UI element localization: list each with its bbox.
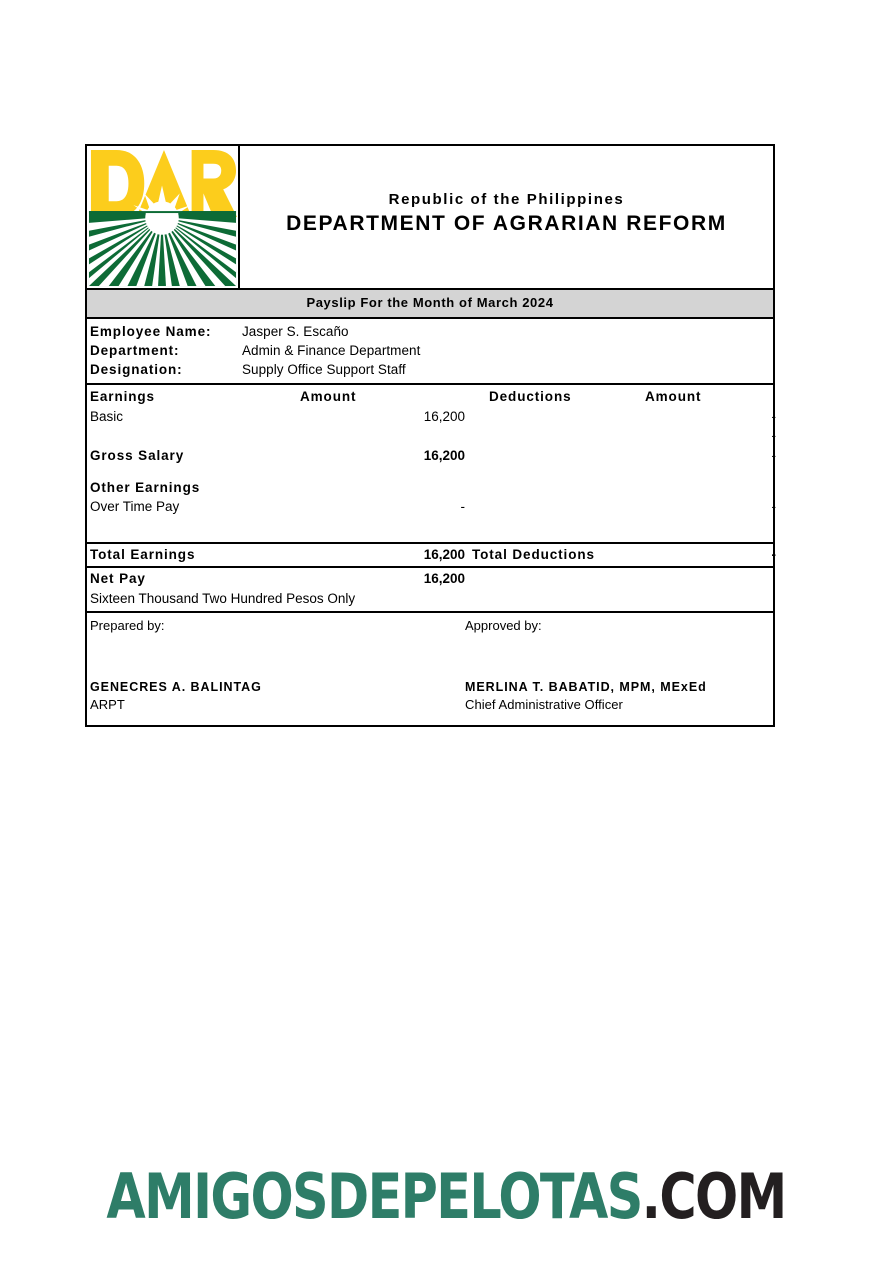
overtime-pay-label: Over Time Pay — [90, 499, 180, 515]
document-header — [87, 146, 773, 290]
designation-label: Designation: — [90, 362, 183, 378]
table-row — [90, 407, 776, 427]
total-earnings-label: Total Earnings — [90, 546, 196, 562]
total-deductions-label: Total Deductions — [472, 546, 595, 562]
department-value: Admin & Finance Department — [242, 343, 421, 359]
table-header-row — [90, 387, 773, 407]
earnings-amount-header: Amount — [300, 389, 357, 405]
table-row — [90, 497, 776, 517]
gross-salary-label: Gross Salary — [90, 448, 185, 464]
watermark-main-text: AMIGOSDEPELOTAS — [106, 1160, 642, 1233]
deductions-amount-header: Amount — [645, 389, 702, 405]
watermark-tld-text: .COM — [641, 1160, 786, 1233]
employee-name-row — [90, 322, 773, 341]
net-pay-value: 16,200 — [423, 571, 465, 587]
net-pay-section — [87, 568, 773, 613]
employee-name-label: Employee Name: — [90, 323, 212, 339]
site-watermark — [80, 1160, 811, 1233]
signature-title-row — [90, 696, 773, 715]
payslip-period-title: Payslip For the Month of March 2024 — [87, 290, 773, 319]
payslip-document — [85, 144, 775, 727]
header-title-cell — [240, 146, 773, 288]
dar-agency-logo-icon — [87, 146, 238, 288]
net-pay-label: Net Pay — [90, 571, 146, 587]
designation-value: Supply Office Support Staff — [242, 362, 406, 378]
overtime-pay-amount: - — [460, 499, 465, 515]
prepared-by-name: GENECRES A. BALINTAG — [90, 680, 262, 695]
designation-row — [90, 360, 773, 379]
logo-cell — [87, 146, 240, 288]
deduction-amount-4: - — [771, 499, 776, 515]
earnings-header: Earnings — [90, 389, 155, 405]
total-deductions-value: - — [771, 546, 776, 562]
signature-name-row — [90, 678, 773, 696]
total-earnings-value: 16,200 — [423, 546, 465, 562]
signature-space — [90, 636, 773, 678]
republic-line: Republic of the Philippines — [388, 190, 625, 208]
signature-section — [87, 613, 773, 725]
deduction-amount-1: - — [771, 408, 776, 424]
basic-label: Basic — [90, 408, 124, 424]
gross-salary-row — [90, 446, 776, 466]
table-row — [90, 426, 776, 446]
net-pay-in-words: Sixteen Thousand Two Hundred Pesos Only — [90, 590, 356, 606]
earnings-deductions-table — [87, 385, 776, 543]
other-earnings-header-row — [90, 478, 773, 498]
agency-line: DEPARTMENT OF AGRARIAN REFORM — [286, 211, 727, 235]
prepared-by-title: ARPT — [90, 697, 125, 713]
net-pay-row — [90, 569, 773, 589]
signature-label-row — [90, 617, 773, 636]
basic-amount: 16,200 — [423, 408, 465, 424]
gross-salary-amount: 16,200 — [423, 448, 465, 464]
employee-name-value: Jasper S. Escaño — [242, 323, 349, 339]
employee-details — [87, 319, 773, 385]
deduction-amount-3: - — [771, 448, 776, 464]
row-spacer — [90, 466, 773, 478]
table-row — [90, 545, 776, 565]
department-row — [90, 341, 773, 360]
deductions-header: Deductions — [489, 389, 572, 405]
approved-by-name: MERLINA T. BABATID, MPM, MExEd — [465, 680, 707, 695]
other-earnings-header: Other Earnings — [90, 479, 201, 495]
totals-row — [87, 544, 776, 569]
table-bottom-spacer — [90, 517, 773, 539]
department-label: Department: — [90, 343, 180, 359]
approved-by-label: Approved by: — [465, 618, 542, 634]
prepared-by-label: Prepared by: — [90, 618, 165, 634]
deduction-amount-2: - — [771, 428, 776, 444]
approved-by-title: Chief Administrative Officer — [465, 697, 623, 713]
